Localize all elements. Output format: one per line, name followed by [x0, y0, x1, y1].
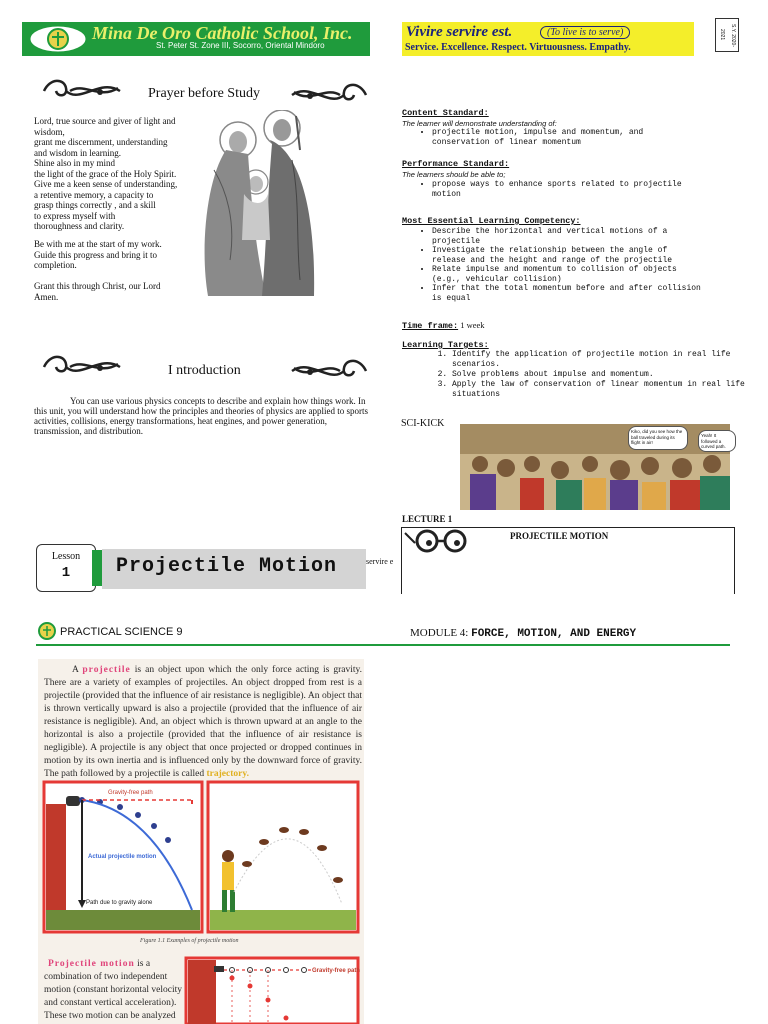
prayer-title: Prayer before Study — [148, 86, 260, 101]
subject-header: PRACTICAL SCIENCE 9 — [60, 626, 183, 638]
textbook-paragraph-2 — [44, 958, 184, 1023]
time-frame-value: 1 week — [460, 320, 485, 330]
textbook-paragraph — [44, 664, 362, 781]
lecture-label: LECTURE 1 — [402, 514, 453, 524]
figure-projectile-examples — [42, 780, 360, 936]
core-values: Service. Excellence. Respect. Virtuousness. Empathy. — [405, 42, 631, 53]
scikick-comic-image — [460, 424, 730, 510]
learning-targets-heading: Learning Targets: — [402, 340, 489, 350]
school-logo-icon — [38, 622, 56, 640]
term-trajectory: trajectory. — [206, 769, 249, 779]
lesson-title: Projectile Motion — [116, 555, 338, 578]
performance-standard-list — [402, 180, 682, 199]
lecture-title: PROJECTILE MOTION — [510, 531, 609, 541]
introduction-body: You can use various physics concepts to describe and explain how things work. In this unit, you will understand how the principles and theories of physics are applied to sports activities, collisions, energy transformations, heat engines, and power generation, transmission, and distribution. — [34, 396, 368, 436]
melc-list — [402, 227, 701, 303]
flourish-left-icon — [40, 76, 124, 106]
scikick-label: SCI-KICK — [401, 418, 445, 429]
list-item: 3. Apply the law of conservation of linear momentum in real life situations — [452, 380, 768, 400]
figure-label: Path due to gravity alone — [86, 900, 153, 906]
motto-latin: Vivire servire est. — [406, 24, 513, 40]
list-item: • Relate impulse and momentum to collision of objects (e.g., vehicular collision) — [432, 265, 701, 284]
module-header — [410, 627, 636, 640]
list-item: • Infer that the total momentum before and after collision is equal — [432, 284, 701, 303]
learning-targets-list — [402, 350, 768, 400]
figure-label: Gravity-free path — [108, 790, 153, 796]
module-title: FORCE, MOTION, AND ENERGY — [471, 628, 637, 640]
module-prefix: MODULE 4: — [410, 627, 469, 639]
lesson-label: Lesson — [51, 551, 81, 562]
flourish-right-icon — [290, 80, 370, 110]
content-standard-list — [402, 128, 643, 147]
melc-heading: Most Essential Learning Competency: — [402, 216, 581, 226]
school-address: St. Peter St. Zone III, Socorro, Oriental Mindoro — [156, 41, 325, 50]
list-item: 2. Solve problems about impulse and momentum. — [452, 370, 768, 380]
prayer-stanza-1: Lord, true source and giver of light and wisdom, grant me discernment, understanding and wisdom in learning. — [34, 116, 176, 158]
list-item: 1. Identify the application of projectile motion in real life scenarios. — [452, 350, 768, 370]
school-year-box: S.Y. 2020-2021 — [715, 18, 739, 52]
performance-standard-heading: Performance Standard: — [402, 159, 510, 169]
list-item: • propose ways to enhance sports related to projectile motion — [432, 180, 682, 199]
lesson-accent-bar — [92, 550, 102, 586]
speech-bubble: Yeah! It followed a curved path. — [698, 430, 736, 452]
overlap-text: servire e — [366, 557, 394, 566]
list-item: • projectile motion, impulse and momentum, and conservation of linear momentum — [432, 128, 643, 147]
figure-caption: Figure 1.1 Examples of projectile motion — [140, 938, 239, 944]
content-standard-lead: The learner will demonstrate understanding of: — [402, 119, 557, 128]
para-start: A — [72, 665, 79, 675]
prayer-stanza-2: Shine also in my mind the light of the grace of the Holy Spirit. Give me a keen sense of understanding, a retentive memory, a capacity to grasp things correctly , and a skill to express myself with thoroughness and clarity. — [34, 158, 178, 231]
figure-label: Gravity-free path — [312, 968, 360, 974]
list-item: • Describe the horizontal and vertical motions of a projectile — [432, 227, 701, 246]
term-projectile-motion: Projectile motion — [48, 959, 135, 969]
para-body: is a combination of two independent motion (constant horizontal velocity and constant vertical acceleration). These two motion can be analyzed — [44, 959, 182, 1021]
term-projectile: projectile — [82, 665, 131, 675]
performance-standard-lead: The learners should be able to; — [402, 170, 506, 179]
content-standard-heading: Content Standard: — [402, 108, 489, 118]
lesson-number: 1 — [61, 565, 71, 581]
time-frame-label: Time frame: — [402, 321, 459, 331]
speech-bubble: Kiko, did you see how the ball traveled during its flight in air! — [628, 426, 688, 450]
introduction-title: I ntroduction — [168, 363, 241, 378]
holy-family-image — [196, 110, 326, 300]
school-name: Mina De Oro Catholic School, Inc. — [92, 23, 353, 43]
header-rule — [36, 644, 730, 646]
motto-english: (To live is to serve) — [540, 26, 630, 39]
time-frame — [402, 320, 485, 331]
prayer-stanza-4: Grant this through Christ, our Lord Amen. — [34, 281, 161, 302]
list-item: • Investigate the relationship between the angle of release and the height and range of the projectile — [432, 246, 701, 265]
lesson-number-box — [36, 544, 96, 592]
prayer-stanza-3: Be with me at the start of my work. Guide this progress and bring it to completion. — [34, 239, 162, 270]
figure-projectile-motion-2 — [184, 956, 360, 1024]
school-logo-icon — [28, 24, 88, 54]
flourish-right-icon — [290, 356, 370, 386]
flourish-left-icon — [40, 352, 124, 382]
glasses-icon — [403, 527, 469, 553]
para-body: is an object upon which the only force acting is gravity. There are a variety of examples of projectiles. An object dropped from rest is a projectile (provided that the influence of air resistance is negligible). An object that is thrown vertically upward is also a projectile (provided that the influence of air resistance is negligible). And, an object which is thrown upward at an angle to the horizontal is also a projectile (provided that the influence of air resistance is negligible). A projectile is any object that once projected or dropped continues in motion by its own inertia and is influenced only by the downward force of gravity. The path followed by a projectile is called — [44, 665, 363, 779]
figure-label: Actual projectile motion — [88, 854, 157, 860]
